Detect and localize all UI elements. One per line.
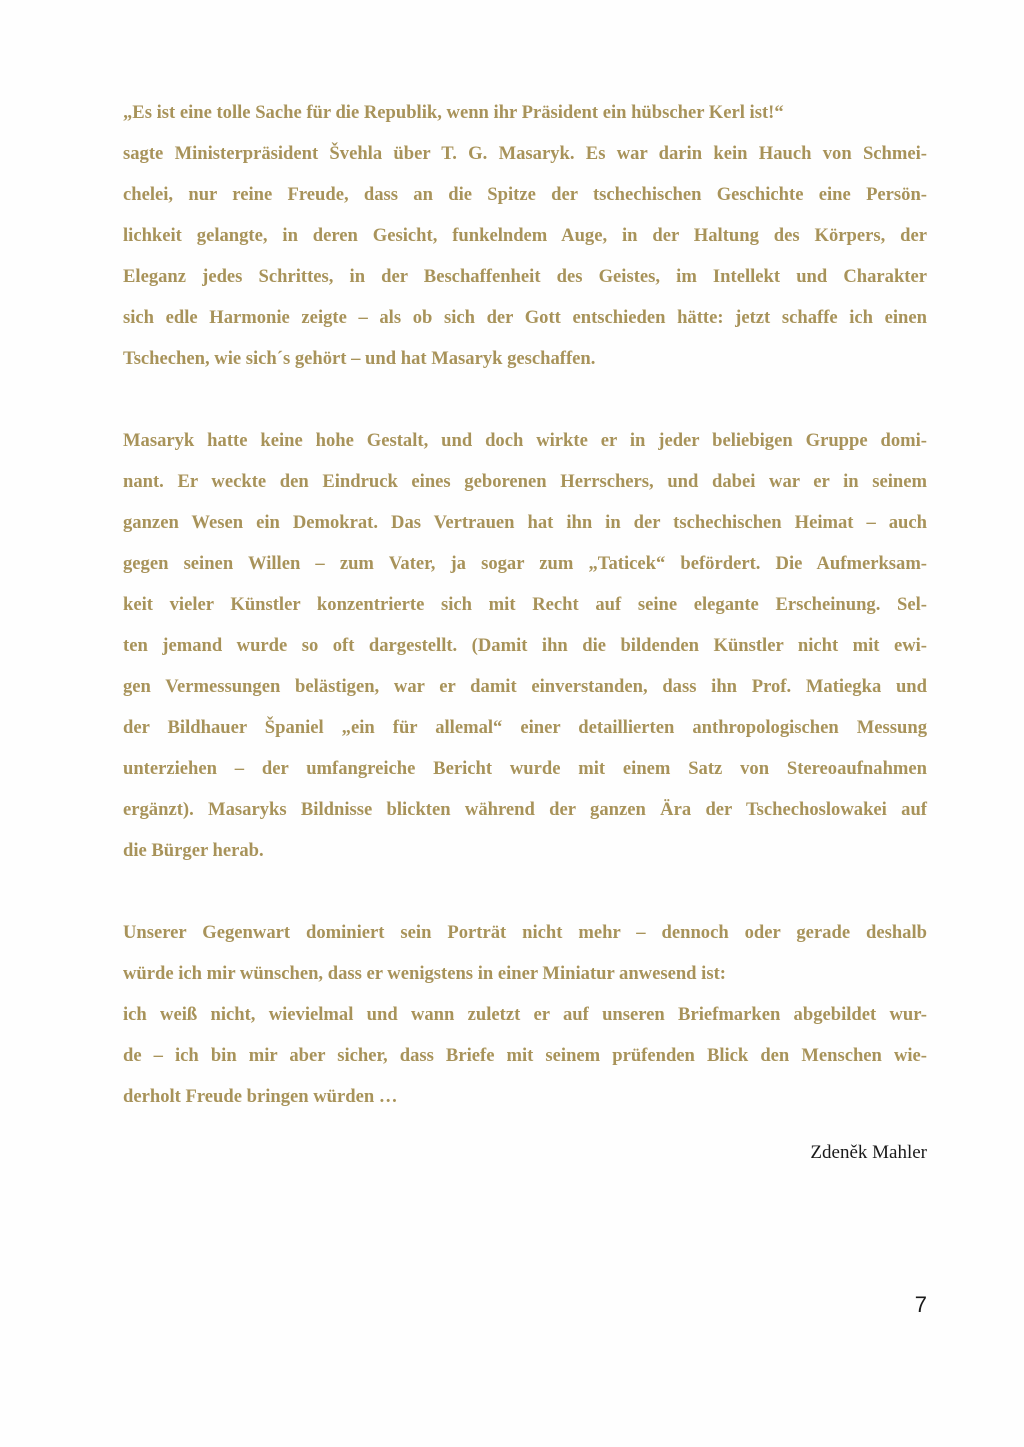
paragraph — [123, 420, 927, 871]
text-line: nant. Er weckte den Eindruck eines geborenen Herrschers, und dabei war er in seinem — [123, 471, 927, 492]
text-line: ganzen Wesen ein Demokrat. Das Vertrauen hat ihn in der tschechischen Heimat – auch — [123, 512, 927, 533]
text-line: sagte Ministerpräsident Švehla über T. G. Masaryk. Es war darin kein Hauch von Schmei- — [123, 143, 927, 164]
text-line: ich weiß nicht, wievielmal und wann zuletzt er auf unseren Briefmarken abgebildet wur- — [123, 1004, 927, 1025]
paragraph — [123, 912, 927, 1117]
text-line: die Bürger herab. — [123, 840, 264, 861]
body-text — [123, 92, 927, 1117]
text-line: unterziehen – der umfangreiche Bericht wurde mit einem Satz von Stereoaufnahmen — [123, 758, 927, 779]
paragraph-gap — [123, 379, 927, 420]
text-line: chelei, nur reine Freude, dass an die Spitze der tschechischen Geschichte eine Persön- — [123, 184, 927, 205]
author-signature: Zdeněk Mahler — [810, 1142, 927, 1163]
text-line: keit vieler Künstler konzentrierte sich mit Recht auf seine elegante Erscheinung. Sel- — [123, 594, 927, 615]
text-line: der Bildhauer Španiel „ein für allemal“ einer detaillierten anthropologischen Messung — [123, 717, 927, 738]
text-line: würde ich mir wünschen, dass er wenigstens in einer Miniatur anwesend ist: — [123, 963, 726, 984]
text-line: ergänzt). Masaryks Bildnisse blickten während der ganzen Ära der Tschechoslowakei auf — [123, 799, 927, 820]
text-line: „Es ist eine tolle Sache für die Republik, wenn ihr Präsident ein hübscher Kerl ist!“ — [123, 102, 784, 123]
text-line: Tschechen, wie sich´s gehört – und hat Masaryk geschaffen. — [123, 348, 596, 369]
text-line: Masaryk hatte keine hohe Gestalt, und doch wirkte er in jeder beliebigen Gruppe domi- — [123, 430, 927, 451]
text-line: lichkeit gelangte, in deren Gesicht, funkelndem Auge, in der Haltung des Körpers, der — [123, 225, 927, 246]
page-number: 7 — [914, 1292, 927, 1317]
text-line: gen Vermessungen belästigen, war er damit einverstanden, dass ihn Prof. Matiegka und — [123, 676, 927, 697]
text-line: ten jemand wurde so oft dargestellt. (Damit ihn die bildenden Künstler nicht mit ewi- — [123, 635, 927, 656]
text-line: Unserer Gegenwart dominiert sein Porträt nicht mehr – dennoch oder gerade deshalb — [123, 922, 927, 943]
paragraph — [123, 92, 927, 379]
text-line: de – ich bin mir aber sicher, dass Briefe mit seinem prüfenden Blick den Menschen wie- — [123, 1045, 927, 1066]
text-line: sich edle Harmonie zeigte – als ob sich der Gott entschieden hätte: jetzt schaffe ich einen — [123, 307, 927, 328]
text-line: Eleganz jedes Schrittes, in der Beschaffenheit des Geistes, im Intellekt und Charakter — [123, 266, 927, 287]
text-line: gegen seinen Willen – zum Vater, ja sogar zum „Taticek“ befördert. Die Aufmerksam- — [123, 553, 927, 574]
paragraph-gap — [123, 871, 927, 912]
text-line: derholt Freude bringen würden … — [123, 1086, 398, 1107]
